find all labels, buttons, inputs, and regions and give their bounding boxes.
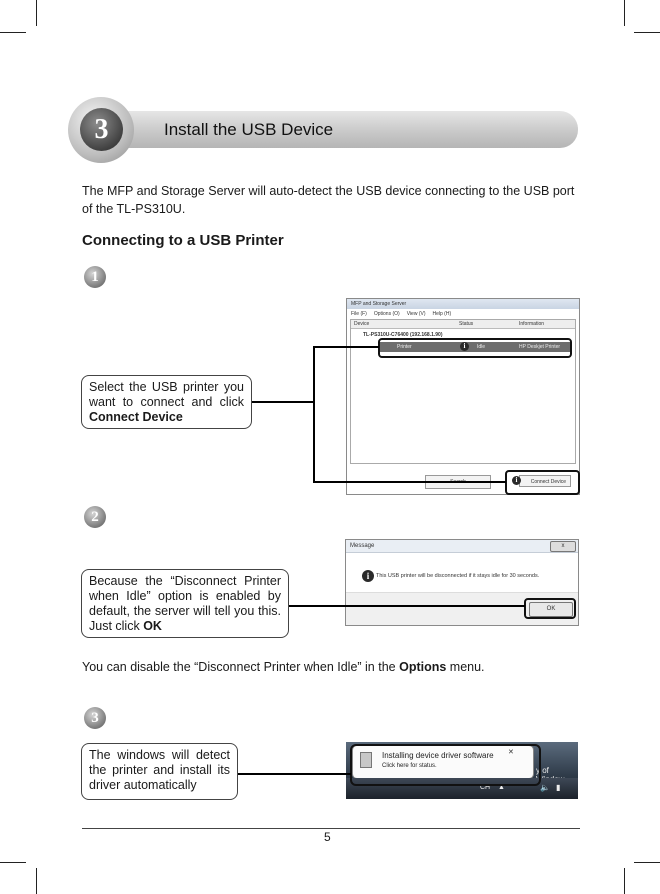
menu-view: View (V) xyxy=(406,311,426,317)
connector-line xyxy=(313,346,315,483)
server-window-menu xyxy=(351,311,451,317)
printer-row-status: Idle xyxy=(477,344,486,350)
crop-mark xyxy=(624,868,625,894)
subheading: Connecting to a USB Printer xyxy=(82,232,284,249)
menu-file: File (F) xyxy=(351,311,367,317)
connector-line xyxy=(313,481,506,483)
options-note: You can disable the “Disconnect Printer when Idle” in the Options menu. xyxy=(82,660,485,674)
close-icon[interactable]: x xyxy=(550,541,576,552)
volume-icon[interactable]: 🔈 xyxy=(540,783,550,792)
connector-line xyxy=(289,605,525,607)
crop-mark xyxy=(624,0,625,26)
menu-options: Options (O) xyxy=(373,311,400,317)
message-text: This USB printer will be disconnected if it stays idle for 30 seconds. xyxy=(376,573,540,579)
printer-row-device: Printer xyxy=(397,344,412,350)
connector-line xyxy=(252,401,314,403)
step-2-callout-bold: OK xyxy=(143,619,162,633)
col-status: Status xyxy=(459,321,474,327)
step-2-callout xyxy=(81,569,289,638)
balloon-close-icon[interactable]: ✕ xyxy=(508,749,514,756)
printer-row-highlight xyxy=(378,338,572,358)
connector-line xyxy=(313,346,379,348)
menu-help: Help (H) xyxy=(432,311,452,317)
balloon-title[interactable]: Installing device driver software xyxy=(382,751,494,760)
balloon-subtitle[interactable]: Click here for status. xyxy=(382,763,437,769)
step-3-callout-text: The windows will detect the printer and install its driver automatically xyxy=(89,748,230,792)
step-1-callout xyxy=(81,375,252,429)
crop-mark xyxy=(0,862,26,863)
col-information: Information xyxy=(519,321,545,327)
server-window-screenshot xyxy=(346,298,580,495)
step-3-badge: 3 xyxy=(84,707,106,729)
info-icon: i xyxy=(460,342,469,351)
taskbar-background-text: y of xyxy=(536,766,549,775)
step-1-callout-bold: Connect Device xyxy=(89,410,183,424)
intro-paragraph: The MFP and Storage Server will auto-detect the USB device connecting to the USB port of the TL-PS310U. xyxy=(82,184,575,216)
step-1-callout-text: Select the USB printer you want to connect and click xyxy=(89,380,244,409)
connect-device-button[interactable]: Connect Device xyxy=(519,475,571,487)
crop-mark xyxy=(634,862,660,863)
info-icon: i xyxy=(362,570,374,582)
step-1-badge: 1 xyxy=(84,266,106,288)
printer-row-info: HP Deskjet Printer xyxy=(519,344,561,350)
info-icon: i xyxy=(512,476,521,485)
page-number: 5 xyxy=(324,830,331,844)
server-row: TL-PS310U-C76400 (192.168.1.90) xyxy=(363,332,443,338)
crop-mark xyxy=(634,32,660,33)
ok-button-highlight xyxy=(524,598,576,619)
step-2-callout-text: Because the “Disconnect Printer when Idle” option is enabled by default, the server will tell you this. Just click xyxy=(89,574,281,633)
tray-up-icon[interactable]: ▲ xyxy=(498,784,505,791)
connector-line xyxy=(238,773,351,775)
footer-divider xyxy=(82,828,580,829)
message-dialog-title: Message xyxy=(350,543,375,549)
crop-mark xyxy=(36,868,37,894)
section-title: Install the USB Device xyxy=(164,120,334,139)
section-number: 3 xyxy=(80,108,123,151)
server-window-title: MFP and Storage Server xyxy=(351,301,407,307)
col-device: Device xyxy=(354,321,370,327)
language-indicator[interactable]: CH xyxy=(480,784,491,791)
balloon-highlight xyxy=(350,744,541,786)
crop-mark xyxy=(36,0,37,26)
step-2-badge: 2 xyxy=(84,506,106,528)
network-icon[interactable]: ▮ xyxy=(556,783,561,792)
ok-button[interactable]: OK xyxy=(529,602,573,617)
step-3-callout xyxy=(81,743,238,800)
crop-mark xyxy=(0,32,26,33)
